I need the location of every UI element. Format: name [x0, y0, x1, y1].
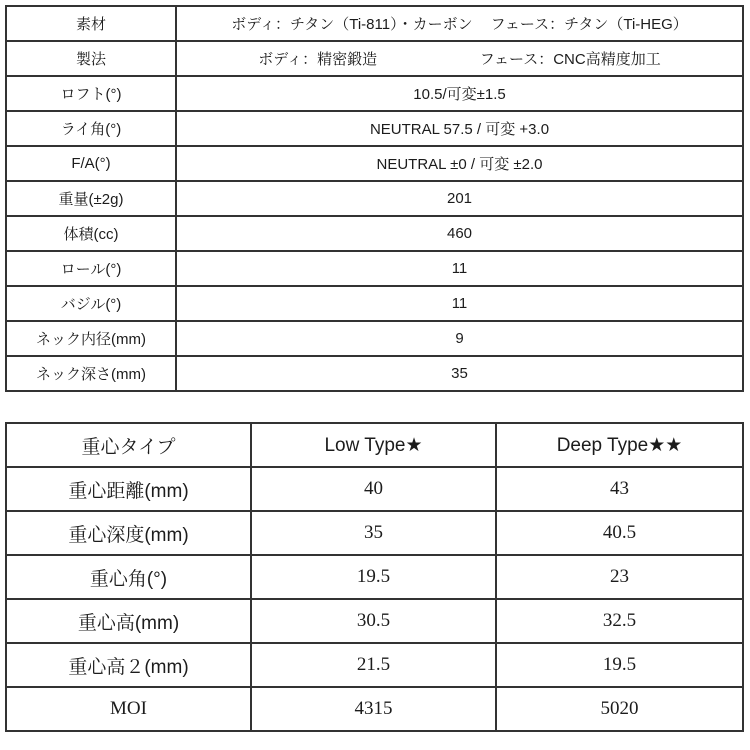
moi-deep: 5020: [496, 687, 743, 731]
table-row: [6, 599, 743, 643]
table-row: [6, 251, 743, 286]
table-header-row: [6, 423, 743, 467]
cg-table: [5, 422, 744, 732]
row-label-cg-depth: 重心深度(mm): [6, 511, 251, 555]
row-label-loft: ロフト(°): [6, 76, 176, 111]
row-value-method: [176, 41, 743, 76]
row-label-roll: ロール(°): [6, 251, 176, 286]
table-row: [6, 181, 743, 216]
row-label-weight: 重量(±2g): [6, 181, 176, 216]
cg-angle-deep: 23: [496, 555, 743, 599]
spec-table: [5, 5, 744, 392]
row-label-volume: 体積(cc): [6, 216, 176, 251]
table-row: [6, 146, 743, 181]
cg-angle-low: 19.5: [251, 555, 496, 599]
row-value-lie: NEUTRAL 57.5 / 可変 +3.0: [176, 111, 743, 146]
cg-height-low: 30.5: [251, 599, 496, 643]
row-value-weight: 201: [176, 181, 743, 216]
material-body: ボディ：チタン（Ti-811）・カーボン: [231, 16, 473, 33]
row-label-bulge: バジル(°): [6, 286, 176, 321]
table-row: [6, 321, 743, 356]
row-label-cg-height2: 重心高２(mm): [6, 643, 251, 687]
method-body: ボディ：精密鍛造: [258, 51, 378, 68]
cg-depth-deep: 40.5: [496, 511, 743, 555]
moi-low: 4315: [251, 687, 496, 731]
row-value-material: [176, 6, 743, 41]
row-value-bulge: 11: [176, 286, 743, 321]
table-row: [6, 356, 743, 391]
row-label-lie: ライ角(°): [6, 111, 176, 146]
table-row: [6, 76, 743, 111]
row-label-fa: F/A(°): [6, 146, 176, 181]
row-label-cg-angle: 重心角(°): [6, 555, 251, 599]
row-label-cg-distance: 重心距離(mm): [6, 467, 251, 511]
table-row: [6, 216, 743, 251]
cg-height2-low: 21.5: [251, 643, 496, 687]
row-value-loft: 10.5/可変±1.5: [176, 76, 743, 111]
header-cell-deep-type: Deep Type★★: [496, 423, 743, 467]
row-value-fa: NEUTRAL ±0 / 可変 ±2.0: [176, 146, 743, 181]
material-face: フェース：チタン（Ti-HEG）: [490, 16, 688, 33]
row-label-neck-depth: ネック深さ(mm): [6, 356, 176, 391]
table-row: [6, 467, 743, 511]
cg-height-deep: 32.5: [496, 599, 743, 643]
header-cell-low-type: Low Type★: [251, 423, 496, 467]
table-row: [6, 111, 743, 146]
header-cell-cg-type: 重心タイプ: [6, 423, 251, 467]
table-row: [6, 643, 743, 687]
table-row: [6, 286, 743, 321]
row-value-roll: 11: [176, 251, 743, 286]
cg-height2-deep: 19.5: [496, 643, 743, 687]
row-label-material: 素材: [6, 6, 176, 41]
cg-distance-deep: 43: [496, 467, 743, 511]
table-row: [6, 555, 743, 599]
method-face: フェース：CNC高精度加工: [479, 51, 661, 68]
row-label-neck-diameter: ネック内径(mm): [6, 321, 176, 356]
table-row: [6, 41, 743, 76]
row-label-method: 製法: [6, 41, 176, 76]
row-label-moi: MOI: [6, 687, 251, 731]
row-label-cg-height: 重心高(mm): [6, 599, 251, 643]
cg-distance-low: 40: [251, 467, 496, 511]
row-value-neck-diameter: 9: [176, 321, 743, 356]
table-row: [6, 6, 743, 41]
row-value-neck-depth: 35: [176, 356, 743, 391]
table-row: [6, 687, 743, 731]
cg-depth-low: 35: [251, 511, 496, 555]
row-value-volume: 460: [176, 216, 743, 251]
table-row: [6, 511, 743, 555]
